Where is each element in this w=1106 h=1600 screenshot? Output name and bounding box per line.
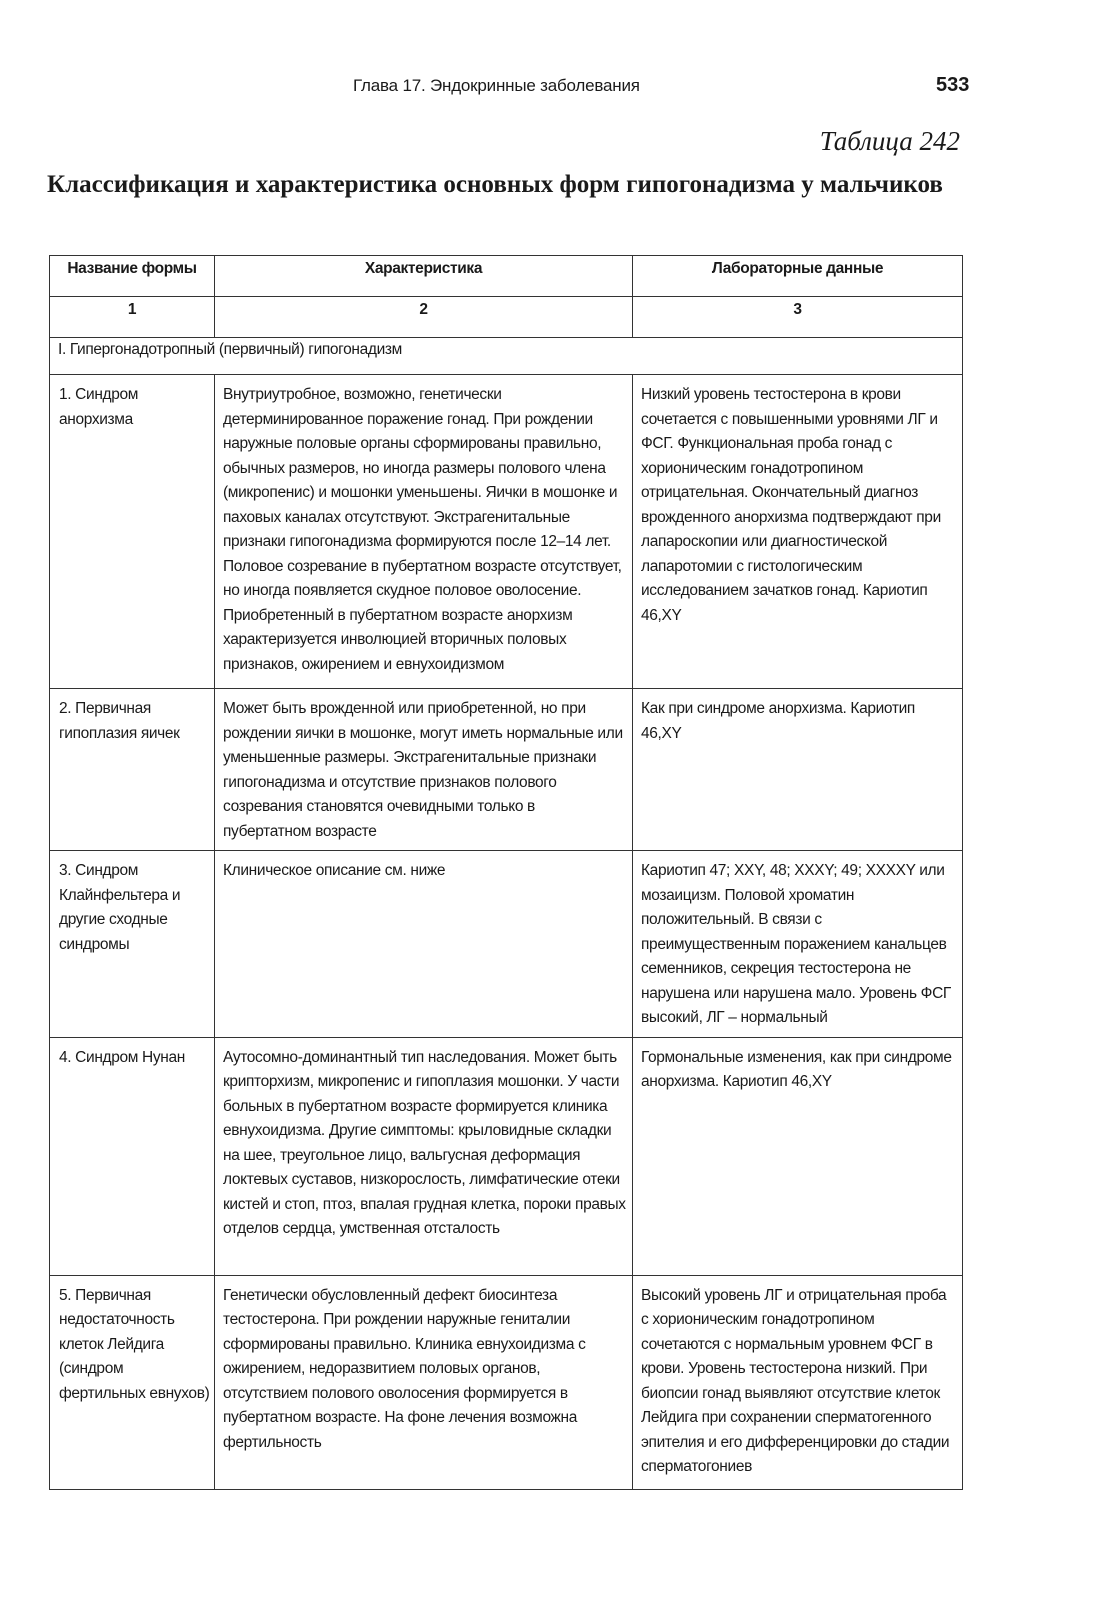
column-number: 1 bbox=[50, 297, 215, 338]
section-row bbox=[50, 338, 963, 375]
classification-table bbox=[49, 255, 963, 1490]
page-number: 533 bbox=[936, 74, 970, 96]
table-header-row bbox=[50, 256, 963, 297]
form-name-cell: 1. Синдром анорхизма bbox=[50, 375, 215, 689]
column-number-row bbox=[50, 297, 963, 338]
characteristic-cell: Аутосомно-доминантный тип наследования. Может быть крипторхизм, микропенис и гипоплазия мошонки. У части больных в пубертатном возрасте формируется клиника евнухоидизма. Другие симптомы: крыловидные складки на шее, треугольное лицо, вальгусная деформация локтевых суставов, низкорослость, лимфатические отеки кистей и стоп, птоз, впалая грудная клетка, пороки правых отделов сердца, умственная отсталость bbox=[215, 1037, 633, 1275]
characteristic-cell: Может быть врожденной или приобретенной, но при рождении яички в мошонке, могут иметь нормальные или уменьшенные размеры. Экстрагенитальные признаки гипогонадизма и отсутствие признаков полового созревания становятся очевидными только в пубертатном возрасте bbox=[215, 689, 633, 851]
lab-data-cell: Гормональные изменения, как при синдроме анорхизма. Кариотип 46,XY bbox=[633, 1037, 963, 1275]
table-row bbox=[50, 1037, 963, 1275]
lab-data-cell: Низкий уровень тестостерона в крови сочетается с повышенными уровнями ЛГ и ФСГ. Функциональная проба гонад с хорионическим гонадотропином отрицательная. Окончательный диагноз врожденного анорхизма подтверждают при лапароскопии или диагностической лапаротомии с гистологическим исследованием зачатков гонад. Кариотип 46,XY bbox=[633, 375, 963, 689]
characteristic-cell: Генетически обусловленный дефект биосинтеза тестостерона. При рождении наружные гениталии сформированы правильно. Клиника евнухоидизма с ожирением, недоразвитием половых органов, отсутствием полового оволосения формируется в пубертатном возрасте. На фоне лечения возможна фертильность bbox=[215, 1275, 633, 1489]
column-header-characteristic: Характеристика bbox=[215, 256, 633, 297]
section-heading: I. Гипергонадотропный (первичный) гипогонадизм bbox=[50, 338, 963, 375]
column-number: 2 bbox=[215, 297, 633, 338]
characteristic-cell: Внутриутробное, возможно, генетически детерминированное поражение гонад. При рождении наружные половые органы сформированы правильно, обычных размеров, но иногда размеры полового члена (микропенис) и мошонки уменьшены. Яички в мошонке и паховых каналах отсутствуют. Экстрагенитальные признаки гипогонадизма формируются после 12–14 лет. Половое созревание в пубертатном возрасте отсутствует, но иногда появляется скудное половое оволосение. Приобретенный в пубертатном возрасте анорхизм характеризуется инволюцией вторичных половых признаков, ожирением и евнухоидизмом bbox=[215, 375, 633, 689]
form-name-cell: 4. Синдром Нунан bbox=[50, 1037, 215, 1275]
lab-data-cell: Кариотип 47; XXY, 48; XXXY; 49; XXXXY или мозаицизм. Половой хроматин положительный. В связи с преимущественным поражением канальцев семенников, секреция тестостерона не нарушена или нарушена мало. Уровень ФСГ высокий, ЛГ – нормальный bbox=[633, 851, 963, 1038]
characteristic-cell: Клиническое описание см. ниже bbox=[215, 851, 633, 1038]
form-name-cell: 2. Первичная гипоплазия яичек bbox=[50, 689, 215, 851]
table-row bbox=[50, 1275, 963, 1489]
table-row bbox=[50, 851, 963, 1038]
page-title: Классификация и характеристика основных форм гипогонадизма у мальчиков bbox=[47, 171, 943, 198]
table-row bbox=[50, 689, 963, 851]
table-row bbox=[50, 375, 963, 689]
table-label: Таблица 242 bbox=[819, 126, 960, 156]
lab-data-cell: Как при синдроме анорхизма. Кариотип 46,XY bbox=[633, 689, 963, 851]
column-header-name: Название формы bbox=[50, 256, 215, 297]
form-name-cell: 5. Первичная недостаточность клеток Лейдига (синдром фертильных евнухов) bbox=[50, 1275, 215, 1489]
form-name-cell: 3. Синдром Клайнфельтера и другие сходные синдромы bbox=[50, 851, 215, 1038]
lab-data-cell: Высокий уровень ЛГ и отрицательная проба с хорионическим гонадотропином сочетаются с нормальным уровнем ФСГ в крови. Уровень тестостерона низкий. При биопсии гонад выявляют отсутствие клеток Лейдига при сохранении сперматогенного эпителия и его дифференцировки до стадии сперматогониев bbox=[633, 1275, 963, 1489]
column-number: 3 bbox=[633, 297, 963, 338]
running-head: Глава 17. Эндокринные заболевания bbox=[353, 76, 640, 95]
column-header-lab: Лабораторные данные bbox=[633, 256, 963, 297]
